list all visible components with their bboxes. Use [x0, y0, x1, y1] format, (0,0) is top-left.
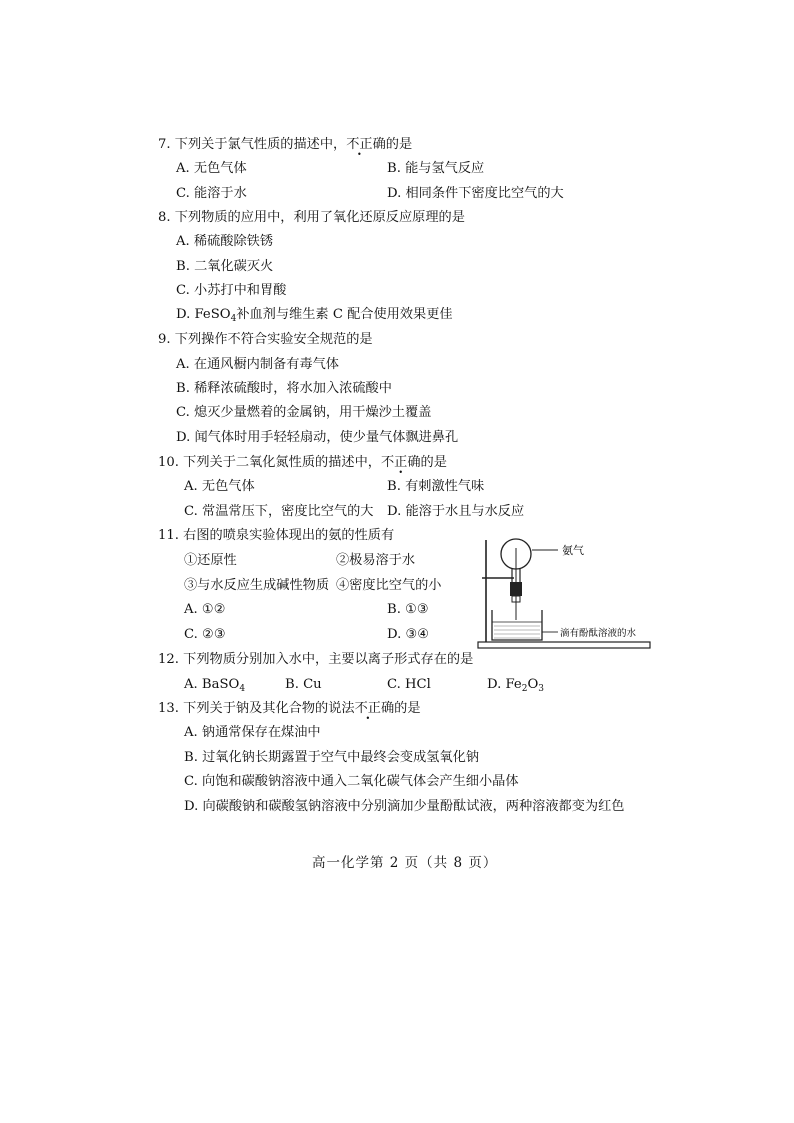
- q7-option-a: A. 无色气体: [176, 161, 247, 176]
- beaker-water: [494, 626, 540, 638]
- q8-option-d: D. FeSO$_4$补血剂与维生素 C 配合使用效果更佳: [176, 307, 453, 324]
- q12-option-a: A. BaSO$_4$: [184, 677, 246, 694]
- q11-option-d: D. ③④: [387, 627, 430, 642]
- q10-option-b: B. 有刺激性气味: [387, 479, 485, 494]
- beaker: [492, 610, 542, 640]
- q13-option-d: D. 向碳酸钠和碳酸氢钠溶液中分别滴加少量酚酞试液，两种溶液都变为红色: [184, 799, 625, 814]
- q9-option-a: A. 在通风橱内制备有毒气体: [176, 357, 339, 372]
- q12-option-d: D. $Fe_2O_3$: [487, 677, 545, 694]
- q10-option-d: D. 能溶于水且与水反应: [387, 504, 525, 519]
- q11-property-3: ③与水反应生成碱性物质: [184, 578, 330, 593]
- q12-stem: 12. 下列物质分别加入水中，主要以离子形式存在的是: [158, 652, 474, 667]
- q11-option-c: C. ②③: [184, 627, 226, 642]
- q10-stem: 10. 下列关于二氧化氮性质的描述中，不正确的是: [158, 455, 447, 470]
- q13-emphasis: 不正: [354, 701, 381, 716]
- q8-stem: 8. 下列物质的应用中，利用了氧化还原反应原理的是: [158, 210, 465, 225]
- q11-stem: 11. 右图的喷泉实验体现出的氨的性质有: [158, 528, 395, 543]
- q8-option-b: B. 二氧化碳灭火: [176, 259, 274, 274]
- q9-option-b: B. 稀释浓硫酸时，将水加入浓硫酸中: [176, 381, 392, 396]
- q13-option-b: B. 过氧化钠长期露置于空气中最终会变成氢氧化钠: [184, 750, 480, 765]
- q12-option-b: B. Cu: [285, 677, 322, 692]
- q13-option-a: A. 钠通常保存在煤油中: [184, 725, 321, 740]
- q10-option-a: A. 无色气体: [184, 479, 255, 494]
- q9-stem: 9. 下列操作不符合实验安全规范的是: [158, 332, 373, 347]
- q7-option-d: D. 相同条件下密度比空气的大: [387, 186, 564, 201]
- q11-property-4: ④密度比空气的小: [336, 578, 442, 593]
- q7-option-b: B. 能与氢气反应: [387, 161, 485, 176]
- q10-option-c: C. 常温常压下，密度比空气的大: [184, 504, 374, 519]
- q8-option-a: A. 稀硫酸除铁锈: [176, 234, 274, 249]
- q11-option-a: A. ①②: [184, 602, 226, 617]
- q13-option-c: C. 向饱和碳酸钠溶液中通入二氧化碳气体会产生细小晶体: [184, 774, 519, 789]
- q8-option-c: C. 小苏打中和胃酸: [176, 283, 287, 298]
- label-ammonia: 氨气: [562, 544, 584, 557]
- page-footer: 高一化学第 2 页（共 8 页）: [312, 855, 498, 871]
- fountain-experiment-figure: [470, 532, 660, 656]
- q11-property-2: ②极易溶于水: [336, 553, 416, 568]
- rubber-stopper: [510, 582, 522, 596]
- stand-base: [478, 642, 650, 648]
- q9-option-d: D. 闻气体时用手轻轻扇动，使少量气体飘进鼻孔: [176, 430, 459, 445]
- q10-emphasis: 不正确: [380, 455, 421, 470]
- q7-option-c: C. 能溶于水: [176, 186, 247, 201]
- q13-stem: 13. 下列关于钠及其化合物的说法不正确的是: [158, 701, 421, 716]
- q7-emphasis: 不正: [346, 137, 373, 152]
- q11-property-1: ①还原性: [184, 553, 237, 568]
- label-water: 滴有酚酞溶液的水: [560, 628, 637, 639]
- q9-option-c: C. 熄灭少量燃着的金属钠，用干燥沙土覆盖: [176, 405, 432, 420]
- q11-option-b: B. ①③: [387, 602, 429, 617]
- q12-option-c: C. HCl: [387, 677, 431, 692]
- q7-stem: 7. 下列关于氯气性质的描述中，不正确的是: [158, 137, 413, 152]
